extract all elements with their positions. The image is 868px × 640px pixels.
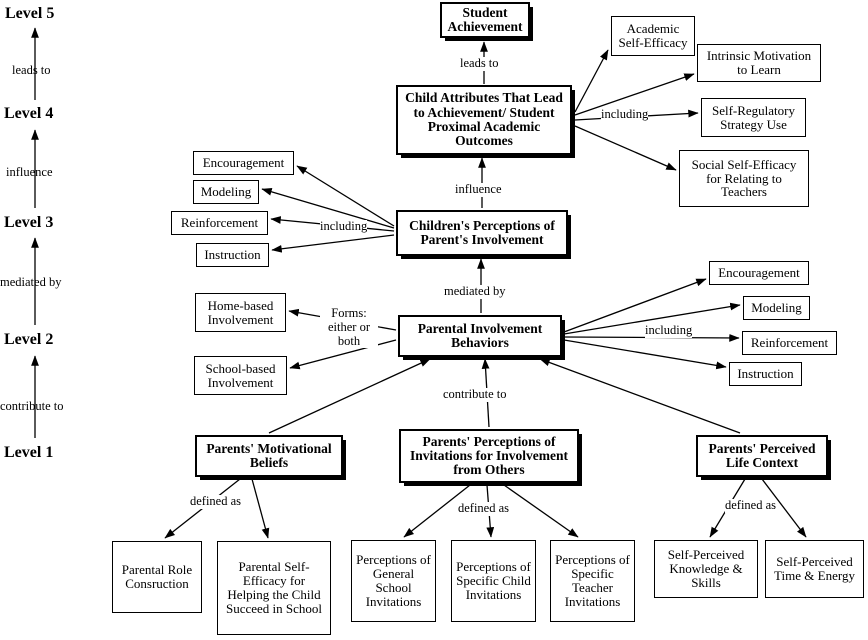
node-self-perceived-knowledge-skills[interactable]: Self-Perceived Knowledge & Skills	[654, 540, 758, 598]
node-social-self-efficacy[interactable]: Social Self-Efficacy for Relating to Teachers	[679, 150, 809, 207]
edge-label-defined-as-mid: defined as	[458, 501, 510, 515]
node-encouragement-children[interactable]: Encouragement	[193, 151, 294, 175]
node-instruction-children[interactable]: Instruction	[196, 243, 269, 267]
node-child-attributes[interactable]: Child Attributes That Lead to Achievement/ Student Proximal Academic Outcomes	[396, 85, 572, 155]
edge-label-influence: influence	[455, 182, 502, 196]
edge-label-including-left: including	[320, 219, 368, 233]
node-parents-perceptions-invitations[interactable]: Parents' Perceptions of Invitations for Involvement from Others	[399, 429, 579, 483]
node-instruction-parental[interactable]: Instruction	[729, 362, 802, 386]
node-self-perceived-time-energy[interactable]: Self-Perceived Time & Energy	[765, 540, 864, 598]
node-parents-motivational-beliefs[interactable]: Parents' Motivational Beliefs	[195, 435, 343, 477]
level-relation-contribute-to: contribute to	[0, 399, 64, 413]
edge-label-leads-to: leads to	[460, 56, 499, 70]
edge-label-forms-either-or-both: Forms: either or both	[320, 307, 378, 348]
node-modeling-children[interactable]: Modeling	[193, 180, 259, 204]
node-home-based-involvement[interactable]: Home-based Involvement	[195, 293, 286, 332]
node-academic-self-efficacy[interactable]: Academic Self-Efficacy	[611, 16, 695, 56]
edge-label-contribute-to: contribute to	[443, 387, 507, 401]
level-relation-leads-to: leads to	[12, 63, 51, 77]
level-relation-mediated-by: mediated by	[0, 275, 62, 289]
edge-label-including-right: including	[645, 323, 693, 337]
level-relation-influence: influence	[6, 165, 53, 179]
node-parental-role-construction[interactable]: Parental Role Consruction	[112, 541, 202, 613]
node-perceptions-general-school-invitations[interactable]: Perceptions of General School Invitations	[351, 540, 436, 622]
node-childrens-perceptions[interactable]: Children's Perceptions of Parent's Involvement	[396, 210, 568, 256]
node-encouragement-parental[interactable]: Encouragement	[709, 261, 809, 285]
level-label-2: Level 2	[4, 331, 54, 348]
edge-label-defined-as-right: defined as	[725, 498, 777, 512]
node-parents-perceived-life-context[interactable]: Parents' Perceived Life Context	[696, 435, 828, 477]
node-reinforcement-parental[interactable]: Reinforcement	[742, 331, 837, 355]
level-label-4: Level 4	[4, 105, 54, 122]
node-parental-involvement-behaviors[interactable]: Parental Involvement Behaviors	[398, 315, 562, 357]
edge-label-including-top: including	[601, 107, 649, 121]
edge-label-defined-as-left: defined as	[190, 494, 242, 508]
node-parental-self-efficacy[interactable]: Parental Self-Efficacy for Helping the Child Succeed in School	[217, 541, 331, 635]
level-label-1: Level 1	[4, 444, 54, 461]
node-perceptions-specific-teacher-invitations[interactable]: Perceptions of Specific Teacher Invitations	[550, 540, 635, 622]
node-reinforcement-children[interactable]: Reinforcement	[171, 211, 268, 235]
level-label-3: Level 3	[4, 214, 54, 231]
edge-label-mediated-by: mediated by	[444, 284, 506, 298]
node-intrinsic-motivation-to-learn[interactable]: Intrinsic Motivation to Learn	[697, 44, 821, 82]
node-student-achievement[interactable]: Student Achievement	[440, 2, 530, 38]
node-modeling-parental[interactable]: Modeling	[743, 296, 810, 320]
node-perceptions-specific-child-invitations[interactable]: Perceptions of Specific Child Invitations	[451, 540, 536, 622]
node-self-regulatory-strategy-use[interactable]: Self-Regulatory Strategy Use	[701, 98, 806, 137]
level-label-5: Level 5	[5, 5, 55, 22]
node-school-based-involvement[interactable]: School-based Involvement	[194, 356, 287, 395]
